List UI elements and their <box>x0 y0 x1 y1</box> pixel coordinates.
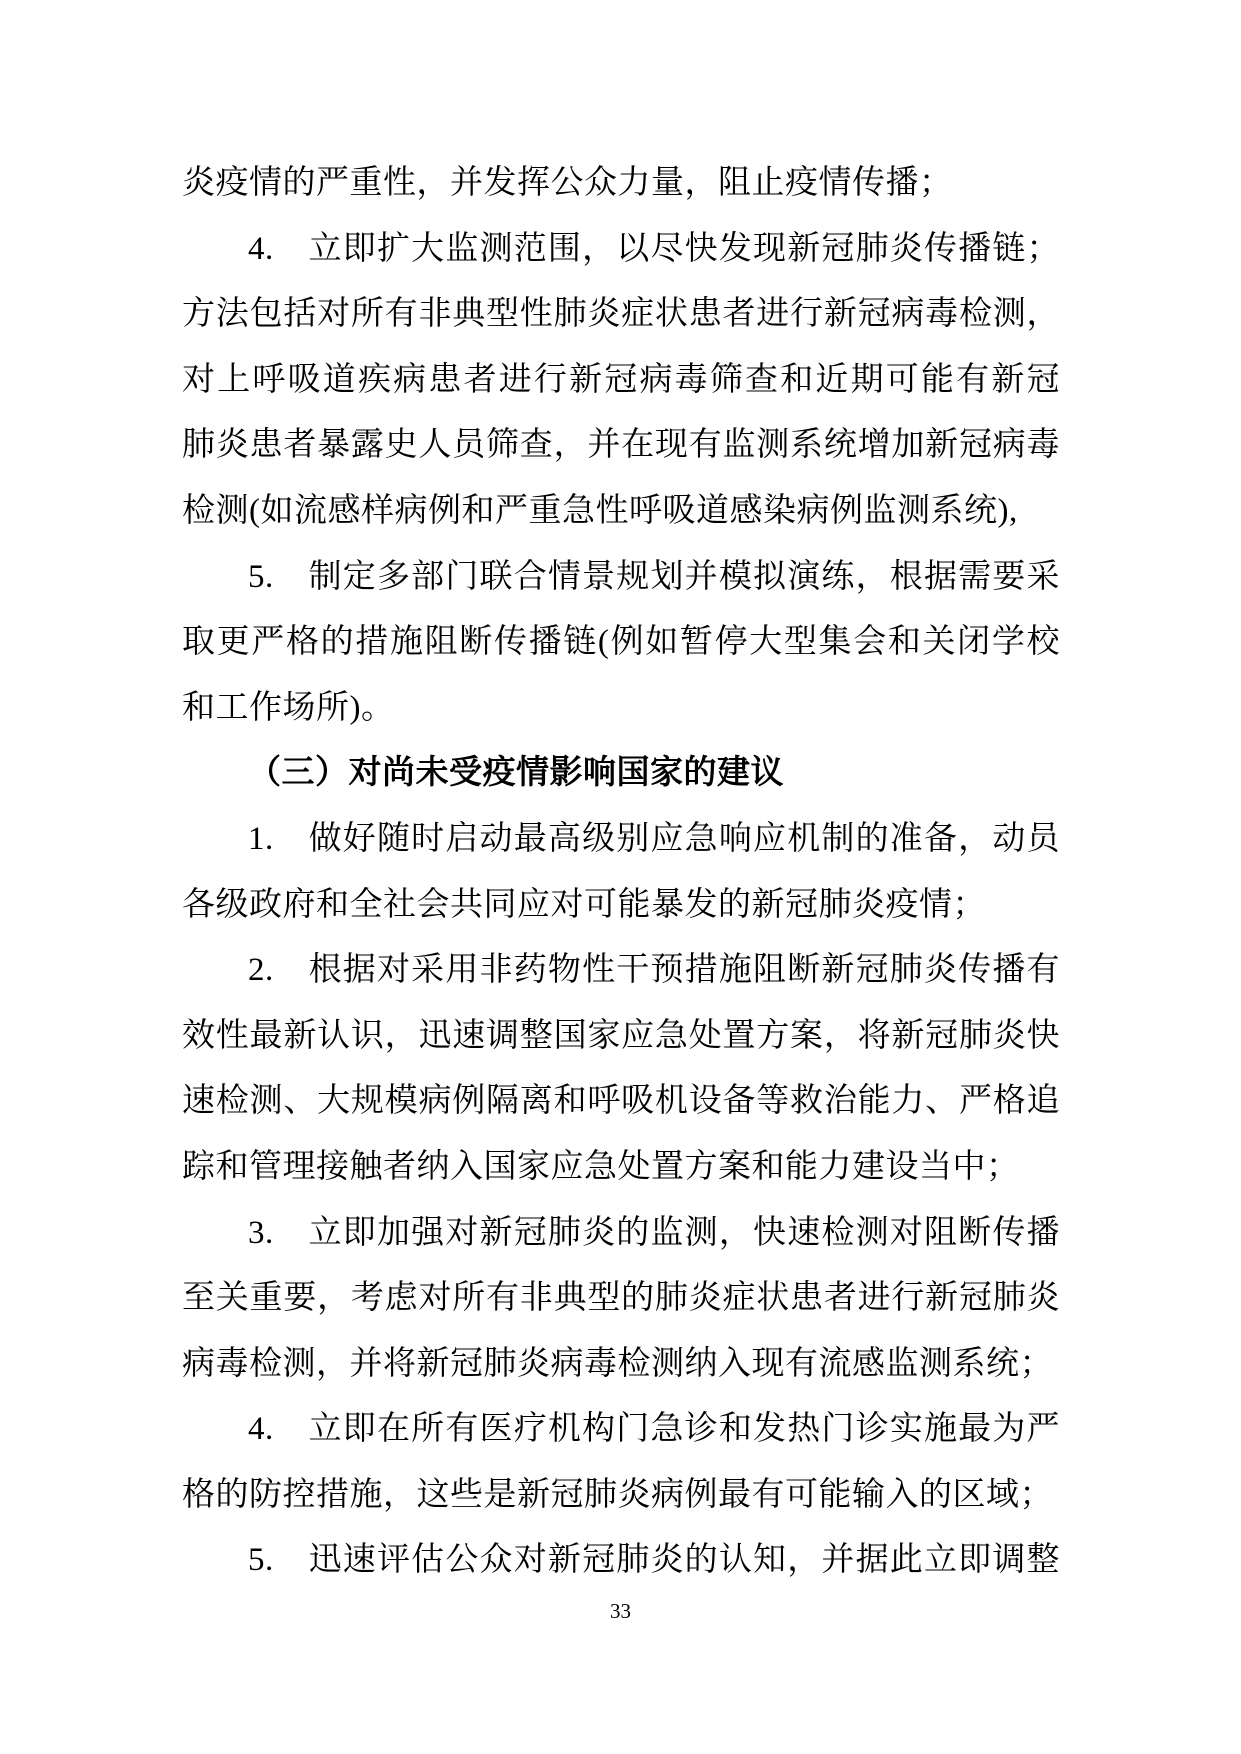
text-block <box>182 151 1060 1594</box>
section-heading: （三）对尚未受疫情影响国家的建议 <box>248 755 784 792</box>
body-line: 4. 立即扩大监测范围，以尽快发现新冠肺炎传播链； <box>248 230 1060 267</box>
body-line: 速检测、大规模病例隔离和呼吸机设备等救治能力、严格追 <box>182 1083 1060 1120</box>
body-line: 肺炎患者暴露史人员筛查，并在现有监测系统增加新冠病毒 <box>182 427 1060 464</box>
body-line: 4. 立即在所有医疗机构门急诊和发热门诊实施最为严 <box>248 1411 1060 1448</box>
body-line: 5. 迅速评估公众对新冠肺炎的认知，并据此立即调整 <box>248 1542 1060 1579</box>
body-line: 格的防控措施，这些是新冠肺炎病例最有可能输入的区域； <box>182 1476 1053 1513</box>
body-line: 炎疫情的严重性，并发挥公众力量，阻止疫情传播； <box>182 165 953 201</box>
body-line: 各级政府和全社会共同应对可能暴发的新冠肺炎疫情； <box>182 886 986 923</box>
body-line: 踪和管理接触者纳入国家应急处置方案和能力建设当中； <box>182 1148 1020 1185</box>
body-line: 方法包括对所有非典型性肺炎症状患者进行新冠病毒检测， <box>182 296 1060 333</box>
body-line: 1. 做好随时启动最高级别应急响应机制的准备，动员 <box>248 820 1060 857</box>
body-line: 2. 根据对采用非药物性干预措施阻断新冠肺炎传播有 <box>248 952 1060 989</box>
body-line: 至关重要，考虑对所有非典型的肺炎症状患者进行新冠肺炎 <box>182 1280 1060 1317</box>
body-line: 检测(如流感样病例和严重急性呼吸道感染病例监测系统), <box>182 492 1018 529</box>
body-line: 3. 立即加强对新冠肺炎的监测，快速检测对阻断传播 <box>248 1214 1060 1251</box>
page-number: 33 <box>610 1599 631 1623</box>
body-line: 5. 制定多部门联合情景规划并模拟演练，根据需要采 <box>248 558 1060 595</box>
body-line: 和工作场所)。 <box>182 689 395 726</box>
body-line: 对上呼吸道疾病患者进行新冠病毒筛查和近期可能有新冠 <box>182 361 1060 398</box>
body-line: 病毒检测，并将新冠肺炎病毒检测纳入现有流感监测系统； <box>182 1345 1053 1382</box>
body-line: 取更严格的措施阻断传播链(例如暂停大型集会和关闭学校 <box>182 624 1060 661</box>
body-line: 效性最新认识，迅速调整国家应急处置方案，将新冠肺炎快 <box>182 1017 1060 1054</box>
